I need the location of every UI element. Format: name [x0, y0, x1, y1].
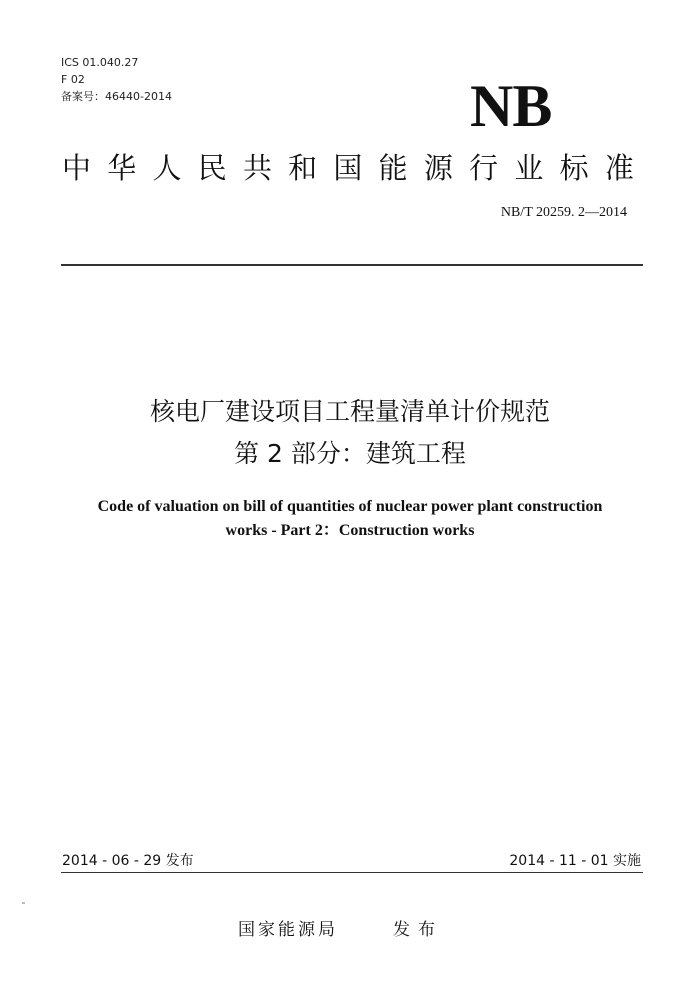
org-title-char: 国 [333, 151, 363, 185]
org-title-char: 标 [559, 151, 589, 185]
classification-block [61, 54, 172, 105]
org-title-char: 行 [469, 151, 499, 185]
org-title-char: 人 [152, 151, 182, 185]
publisher-name: 国家能源局 [238, 920, 338, 940]
footer-divider [61, 872, 643, 873]
header-divider [61, 264, 643, 266]
org-title-char: 准 [604, 151, 634, 185]
org-title-char: 民 [197, 151, 227, 185]
org-title-char: 共 [242, 151, 272, 185]
title-cn-line1: 核电厂建设项目工程量清单计价规范 [149, 397, 550, 426]
org-title-char: 和 [288, 151, 318, 185]
nb-logo: NB [470, 73, 552, 139]
org-title-char: 华 [107, 151, 137, 185]
title-en-line2: works - Part 2：Construction works [225, 522, 475, 539]
org-title-char: 能 [378, 151, 408, 185]
effective-date: 2014 - 11 - 01 实施 [509, 853, 641, 869]
org-title-char: 源 [423, 151, 453, 185]
record-number: 备案号：46440-2014 [61, 90, 172, 103]
org-title-char: 中 [62, 151, 92, 185]
category-code: F 02 [61, 73, 85, 86]
title-cn-line2: 第 2 部分：建筑工程 [234, 439, 466, 468]
publish-label: 发布 [393, 920, 443, 940]
issue-date: 2014 - 06 - 29 发布 [62, 853, 194, 869]
standard-code: NB/T 20259. 2—2014 [500, 205, 627, 220]
org-title [62, 150, 634, 186]
title-en-line1: Code of valuation on bill of quantities of nuclear power plant construction [97, 498, 603, 515]
scan-speck [22, 902, 25, 904]
ics-code: ICS 01.040.27 [61, 56, 139, 69]
org-title-char: 业 [514, 151, 544, 185]
